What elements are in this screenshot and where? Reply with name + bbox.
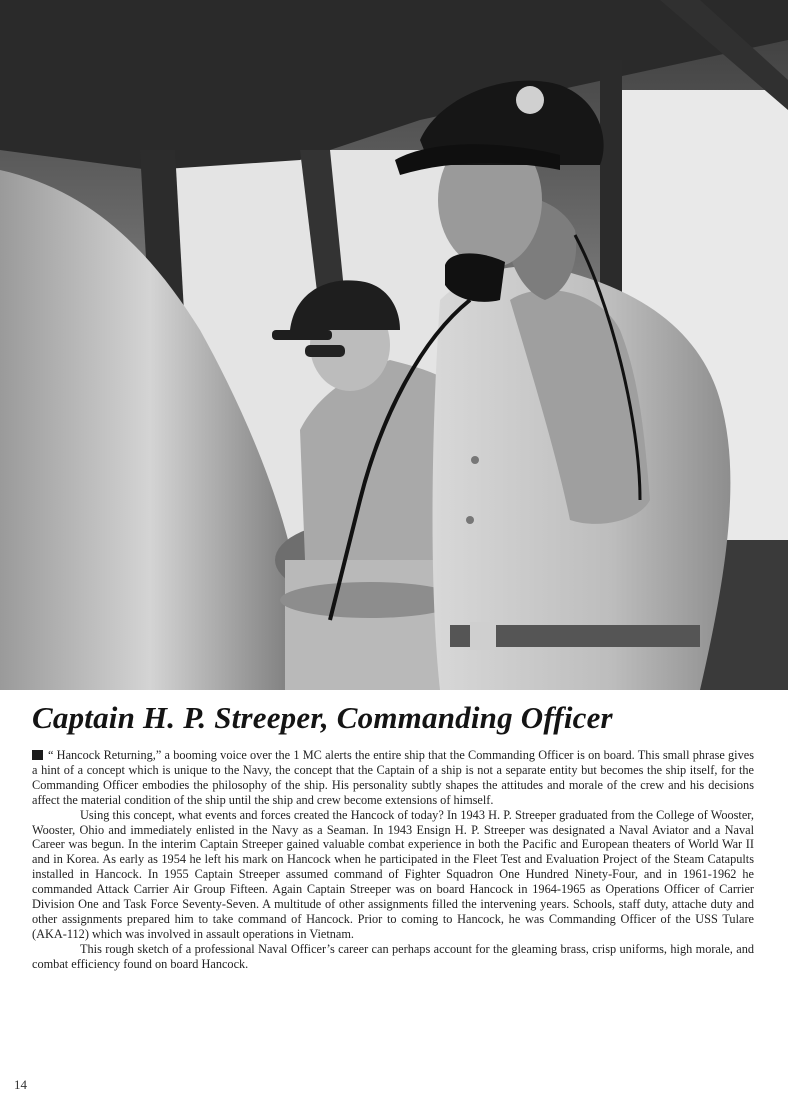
article-body	[32, 748, 754, 972]
paragraph-1: “ Hancock Returning,” a booming voice over the 1 MC alerts the entire ship that the Commanding Officer is on board. This small phrase gives a hint of a concept which is unique to the Navy, the concept that the Captain of a ship is not a separate entity but becomes the ship itself, for the Commanding Officer embodies the philosophy of the ship. His personality subtly shapes the attitudes and morale of the crew and his decisions affect the material condition of the ship until the ship and crew become extensions of himself.	[32, 748, 754, 807]
article-title: Captain H. P. Streeper, Commanding Officer	[32, 700, 613, 735]
paragraph-2: Using this concept, what events and forces created the Hancock of today? In 1943 H. P. Streeper graduated from the College of Wooster, Wooster, Ohio and immediately enlisted in the Navy as a Seaman. In 1943 Ensign H. P. Streeper was designated a Naval Aviator and a Naval Career was begun. In the interim Captain Streeper gained valuable combat experience in both the Pacific and European theaters of World War II and in Korea. As early as 1954 he left his mark on Hancock when he participated in the Fleet Test and Evaluation Project of the Steam Catapults installed in Hancock. In 1955 Captain Streeper assumed command of Fighter Squadron One Hundred Ninety-Four, and in 1961-1962 he commanded Attack Carrier Air Group Fifteen. Again Captain Streeper was on board Hancock in 1964-1965 as Operations Officer of Carrier Division One and Task Force Seventy-Seven. A multitude of other assignments filled the intervening years. Schools, staff duty, attache duty and other assignments prepared him to take command of Hancock. Prior to coming to Hancock, he was Commanding Officer of the USS Tulare (AKA-112) which was involved in assault operations in Vietnam.	[32, 807, 754, 941]
page-number: 14	[14, 1077, 27, 1092]
paragraph-3: This rough sketch of a professional Naval Officer’s career can perhaps account for the gleaming brass, crisp uniforms, high morale, and combat efficiency found on board Hancock.	[32, 941, 754, 971]
paragraph-bullet	[32, 750, 43, 760]
